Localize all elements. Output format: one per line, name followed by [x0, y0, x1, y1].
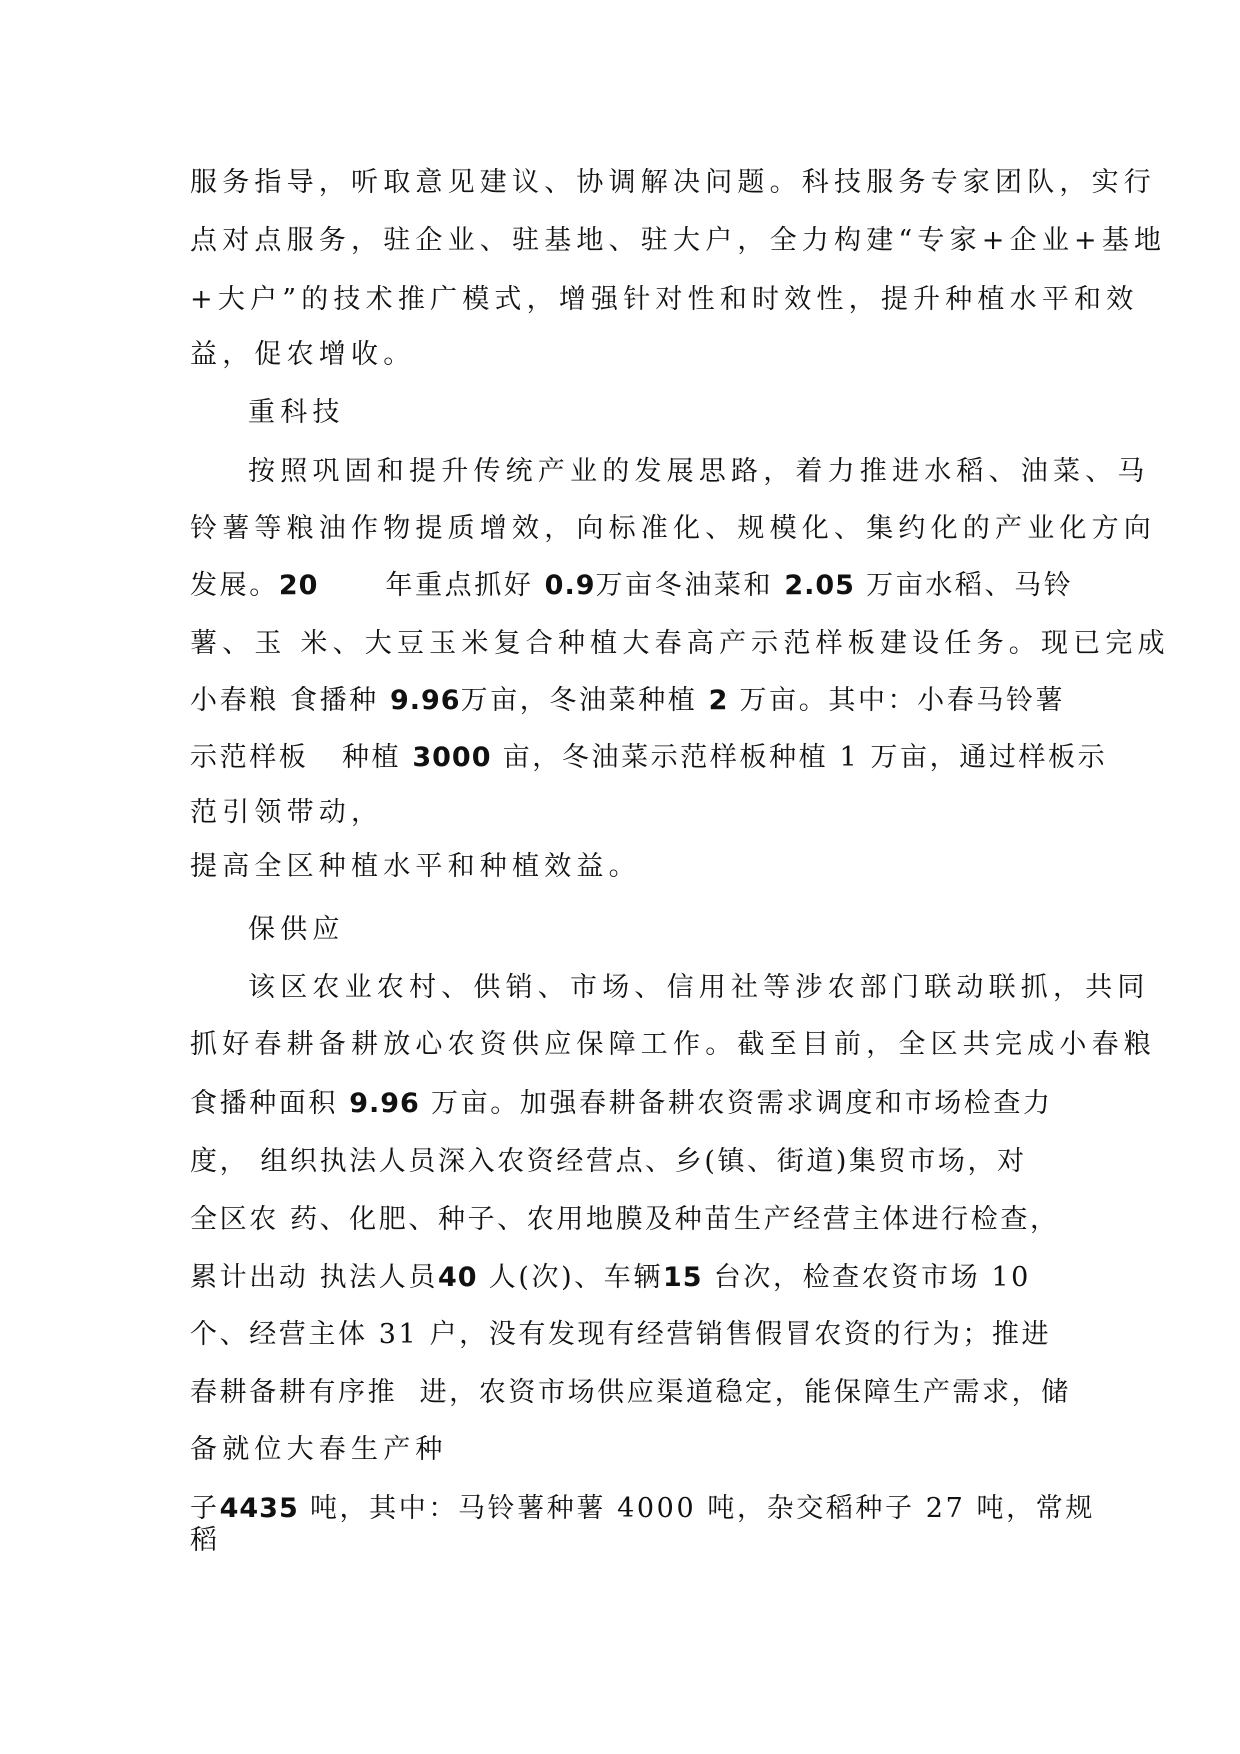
number-fragment: 2	[708, 685, 729, 716]
text-fragment: 万亩水稻、马铃	[854, 570, 1074, 601]
para3-line-6	[190, 1261, 1031, 1295]
text-fragment: 发展。	[190, 570, 279, 601]
para2-line-4: 薯、玉 米、大豆玉米复合种植大春高产示范样板建设任务。现已完成	[190, 628, 1170, 659]
para1-line-2: 点对点服务，驻企业、驻基地、驻大户，全力构建“专家+企业+基地	[190, 225, 1167, 256]
number-fragment: 9.96	[349, 1088, 420, 1119]
para2-line-8: 提高全区种植水平和种植效益。	[190, 851, 641, 882]
para3-line-10	[190, 1492, 1095, 1526]
para3-line-3	[190, 1087, 1053, 1121]
text-fragment: 万亩，冬油菜种植	[460, 685, 709, 716]
para1-line-3: +大户”的技术推广模式，增强针对性和时效性，提升种植水平和效	[190, 284, 1139, 315]
number-fragment: 3000	[412, 742, 492, 773]
number-fragment: 40	[437, 1262, 478, 1293]
year-fragment: 20	[278, 570, 319, 601]
text-fragment: 人(次)、车辆	[477, 1262, 664, 1293]
text-fragment: 亩，冬油菜示范样板种植 1 万亩，通过样板示	[491, 742, 1108, 773]
para2-line-1: 按照巩固和提升传统产业的发展思路，着力推进水稻、油菜、马	[248, 456, 1150, 487]
text-fragment: 年重点抓好	[318, 570, 545, 601]
text-fragment: 吨，其中：马铃薯种薯 4000 吨，杂交稻种子 27 吨，常规	[298, 1493, 1095, 1524]
number-fragment: 15	[663, 1262, 703, 1293]
para1-line-1: 服务指导，听取意见建议、协调解决问题。科技服务专家团队，实行	[190, 167, 1156, 198]
text-fragment: 小春粮 食播种	[190, 685, 390, 716]
number-fragment: 2.05	[784, 570, 855, 601]
para3-line-4: 度， 组织执法人员深入农资经营点、乡(镇、街道)集贸市场，对	[190, 1146, 1027, 1177]
para2-line-6	[190, 741, 1107, 775]
number-fragment: 9.96	[389, 685, 461, 716]
section-heading-tech: 重科技	[248, 397, 345, 428]
para3-line-7: 个、经营主体 31 户，没有发现有经营销售假冒农资的行为；推进	[190, 1319, 1052, 1350]
text-fragment: 万亩。其中：小春马铃薯	[728, 685, 1066, 716]
para2-line-3	[190, 569, 1073, 603]
section-heading-supply: 保供应	[248, 914, 345, 945]
para3-line-1: 该区农业农村、供销、市场、信用社等涉农部门联动联抓，共同	[248, 972, 1150, 1003]
para3-line-2: 抓好春耕备耕放心农资供应保障工作。截至目前，全区共完成小春粮	[190, 1029, 1156, 1060]
number-fragment: 4435	[219, 1493, 299, 1524]
text-fragment: 万亩冬油菜和	[595, 570, 785, 601]
number-fragment: 0.9	[544, 570, 596, 601]
para2-line-7: 范引领带动，	[190, 797, 384, 828]
para2-line-5	[190, 684, 1065, 718]
para3-line-11: 稻	[190, 1525, 223, 1556]
para2-line-2: 铃薯等粮油作物提质增效，向标准化、规模化、集约化的产业化方向	[190, 513, 1156, 544]
para3-line-9: 备就位大春生产种	[190, 1434, 448, 1465]
text-fragment: 台次，检查农资市场 10	[702, 1262, 1031, 1293]
text-fragment: 食播种面积	[190, 1088, 350, 1119]
para3-line-5: 全区农 药、化肥、种子、农用地膜及种苗生产经营主体进行检查，	[190, 1204, 1060, 1235]
text-fragment: 示范样板 种植	[190, 742, 413, 773]
text-fragment: 万亩。加强春耕备耕农资需求调度和市场检查力	[419, 1088, 1053, 1119]
para1-line-4: 益，促农增收。	[190, 339, 416, 370]
para3-line-8: 春耕备耕有序推 进，农资市场供应渠道稳定，能保障生产需求，储	[190, 1377, 1071, 1408]
text-fragment: 累计出动 执法人员	[190, 1262, 438, 1293]
text-fragment: 子	[190, 1493, 220, 1524]
